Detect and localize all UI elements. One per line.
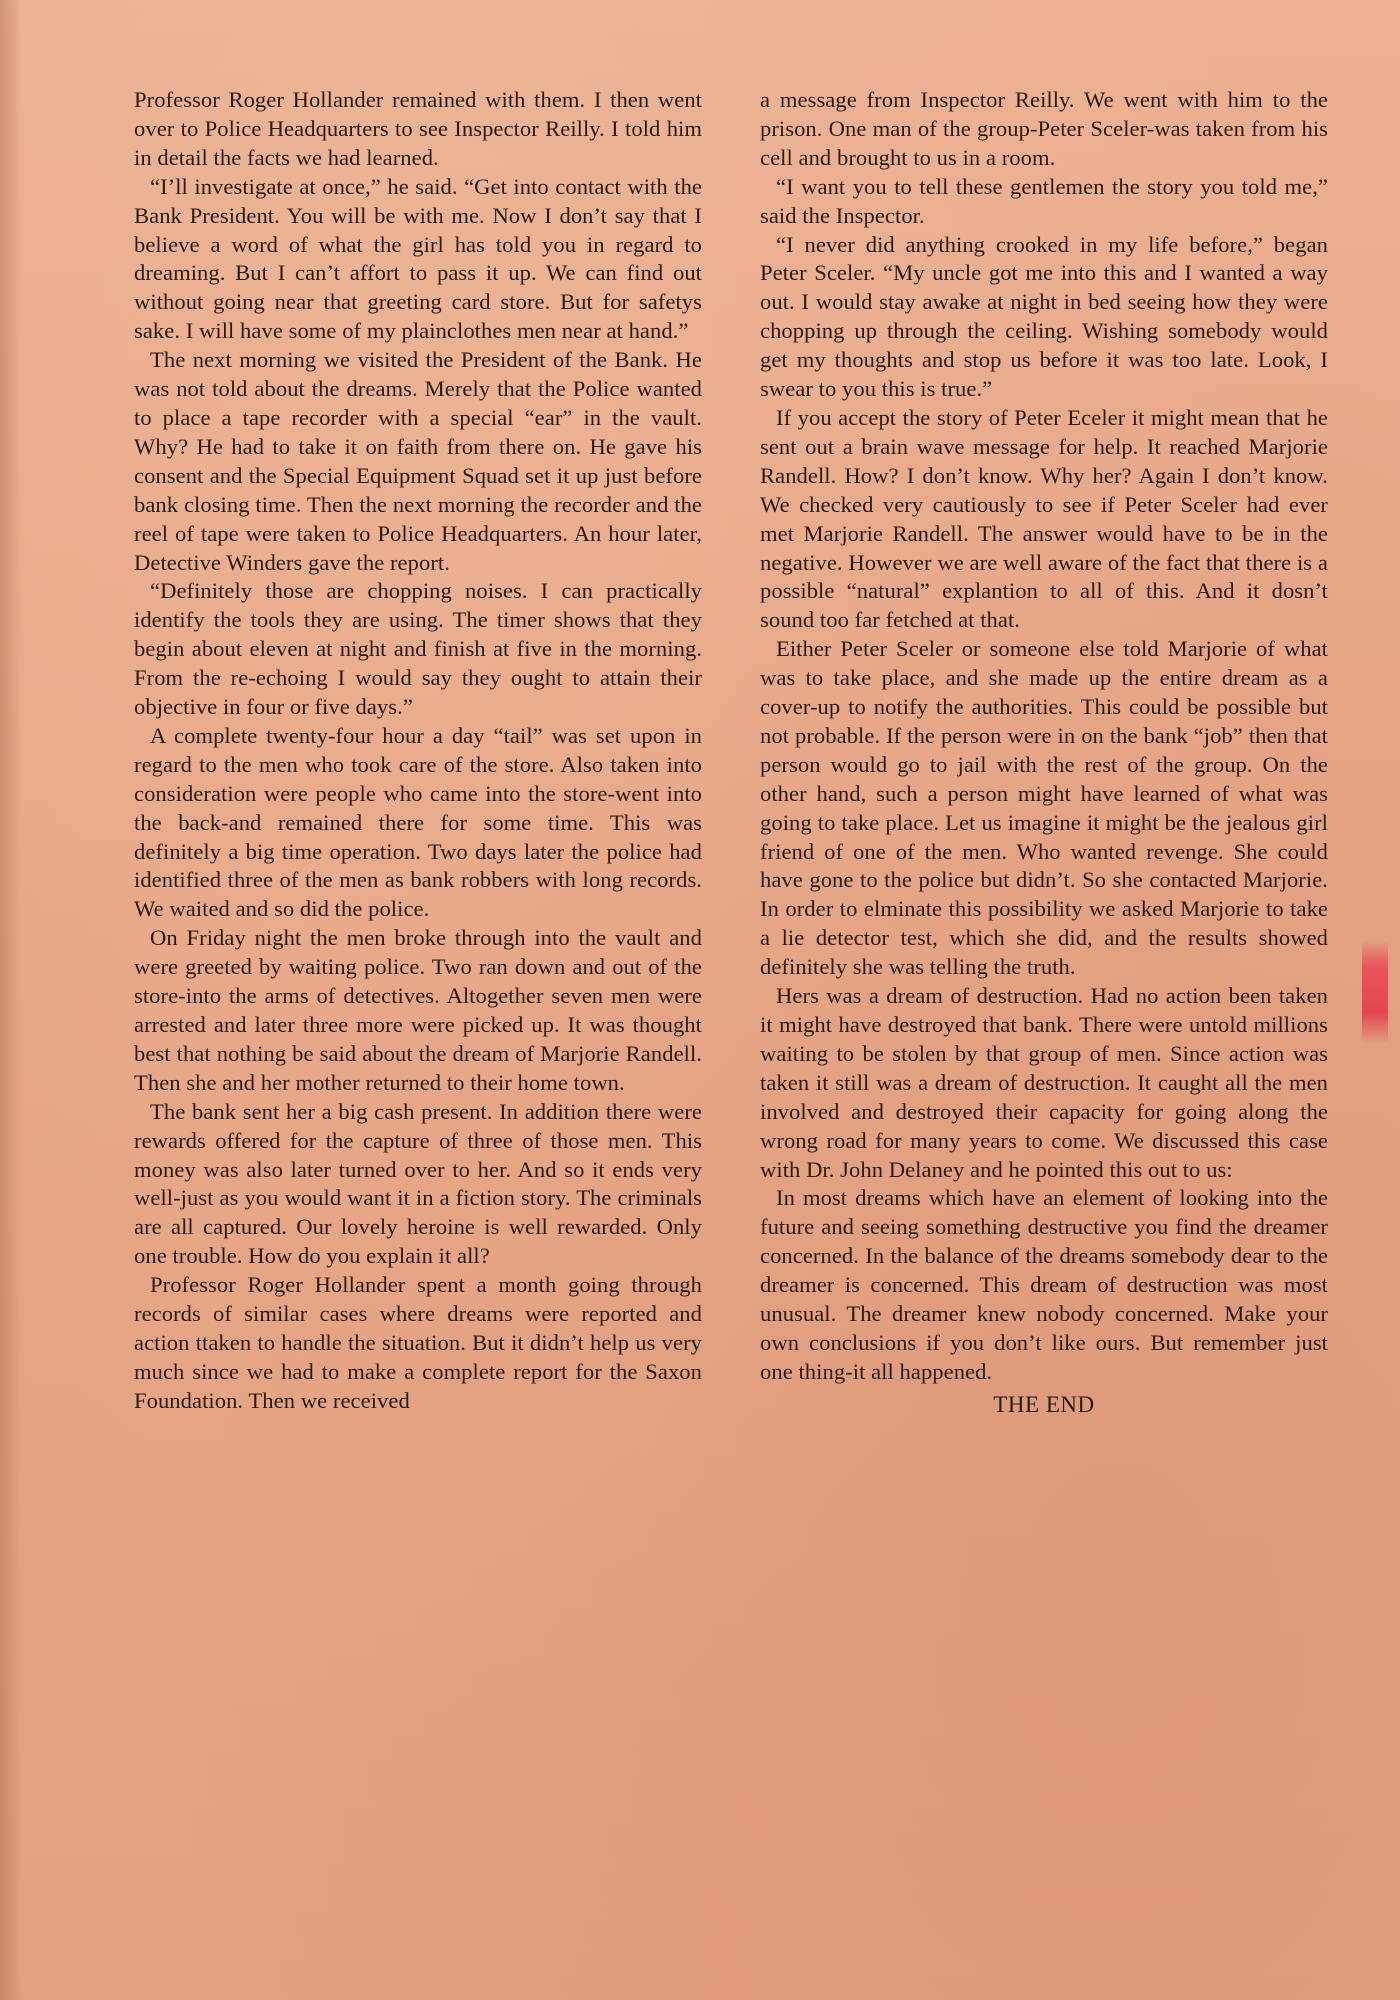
left-text-column	[134, 86, 702, 1416]
paragraph: The bank sent her a big cash present. In addition there were rewards offered for the capture of three of those men. This money was also later turned over to her. And so it ends very well-just as you would want it in a fiction story. The criminals are all captured. Our lovely heroine is well rewarded. Only one trouble. How do you explain it all?	[134, 1098, 702, 1269]
paragraph: Professor Roger Hollander remained with them. I then went over to Police Headquarters to see Inspector Reilly. I told him in detail the facts we had learned.	[134, 87, 702, 170]
paragraph: Either Peter Sceler or someone else told Marjorie of what was to take place, and she made up the entire dream as a cover-up to notify the authorities. This could be possible but not probable. If the person were in on the bank “job” then that person would go to jail with the rest of the group. On the other hand, such a person might have learned of what was going to take place. Let us imagine it might be the jealous girl friend of one of the men. Who wanted revenge. She could have gone to the police but didn’t. So she contacted Marjorie. In order to elminate this possibility we asked Marjorie to take a lie detector test, which she did, and the results showed definitely she was telling the truth.	[760, 636, 1328, 980]
paragraph: Hers was a dream of destruction. Had no action been taken it might have destroyed that bank. There were untold millions waiting to be stolen by that group of men. Since action was taken it still was a dream of destruction. It caught all the men involved and destroyed their capacity for going along the wrong road for many years to come. We discussed this case with Dr. John Delaney and he pointed this out to us:	[760, 983, 1328, 1182]
the-end-label: THE END	[993, 1391, 1095, 1417]
paragraph: Professor Roger Hollander spent a month going through records of similar cases where dreams were reported and action ttaken to handle the situation. But it didn’t help us very much since we had to make a complete report for the Saxon Foundation. Then we received	[134, 1272, 702, 1413]
paragraph: “I’ll investigate at once,” he said. “Get into contact with the Bank President. You will be with me. Now I don’t say that I believe a word of what the girl has told you in regard to dreaming. But I can’t affort to pass it up. We can find out without going near that greeting card store. But for safetys sake. I will have some of my plainclothes men near at hand.”	[134, 173, 702, 344]
paragraph: “I never did anything crooked in my life before,” began Peter Sceler. “My uncle got me into this and I wanted a way out. I would stay awake at night in bed seeing how they were chopping up through the ceiling. Wishing somebody would get my thoughts and stop us before it was too late. Look, I swear to you this is true.”	[760, 231, 1328, 402]
page-edge-shadow	[0, 0, 22, 2000]
paragraph: If you accept the story of Peter Eceler it might mean that he sent out a brain wave message for help. It reached Marjorie Randell. How? I don’t know. Why her? Again I don’t know. We checked very cautiously to see if Peter Sceler had ever met Marjorie Randell. The answer would have to be in the negative. However we are well aware of the fact that there is a possible “natural” explantion to all of this. And it dosn’t sound too far fetched at that.	[760, 404, 1328, 633]
paragraph: The next morning we visited the President of the Bank. He was not told about the dreams. Merely that the Police wanted to place a tape recorder with a special “ear” in the vault. Why? He had to take it on faith from there on. He gave his consent and the Special Equipment Squad set it up just before bank closing time. Then the next morning the recorder and the reel of tape were taken to Police Headquarters. An hour later, Detective Winders gave the report.	[134, 347, 702, 575]
paragraph: In most dreams which have an element of looking into the future and seeing something destructive you find the dreamer concerned. In the balance of the dreams somebody dear to the dreamer is concerned. This dream of destruction was most unusual. The dreamer knew nobody concerned. Make your own conclusions if you don’t like ours. But remember just one thing-it all happened.	[760, 1185, 1328, 1384]
paragraph: “I want you to tell these gentlemen the story you told me,” said the Inspector.	[760, 173, 1328, 228]
red-ink-mark	[1362, 940, 1388, 1044]
paragraph: a message from Inspector Reilly. We went with him to the prison. One man of the group-Peter Sceler-was taken from his cell and brought to us in a room.	[760, 87, 1328, 170]
paragraph: On Friday night the men broke through into the vault and were greeted by waiting police. Two ran down and out of the store-into the arms of detectives. Altogether seven men were arrested and later three more were picked up. It was thought best that nothing be said about the dream of Marjorie Randell. Then she and her mother returned to their home town.	[134, 925, 702, 1095]
right-text-column	[760, 86, 1328, 1420]
paragraph: A complete twenty-four hour a day “tail” was set upon in regard to the men who took care of the store. Also taken into consideration were people who came into the store-went into the back-and remained there for some time. This was definitely a big time operation. Two days later the police had identified three of the men as bank robbers with long records. We waited and so did the police.	[134, 722, 702, 922]
paragraph: “Definitely those are chopping noises. I can practically identify the tools they are using. The timer shows that they begin about eleven at night and finish at five in the morning. From the re-echoing I would say they ought to attain their objective in four or five days.”	[134, 578, 702, 720]
